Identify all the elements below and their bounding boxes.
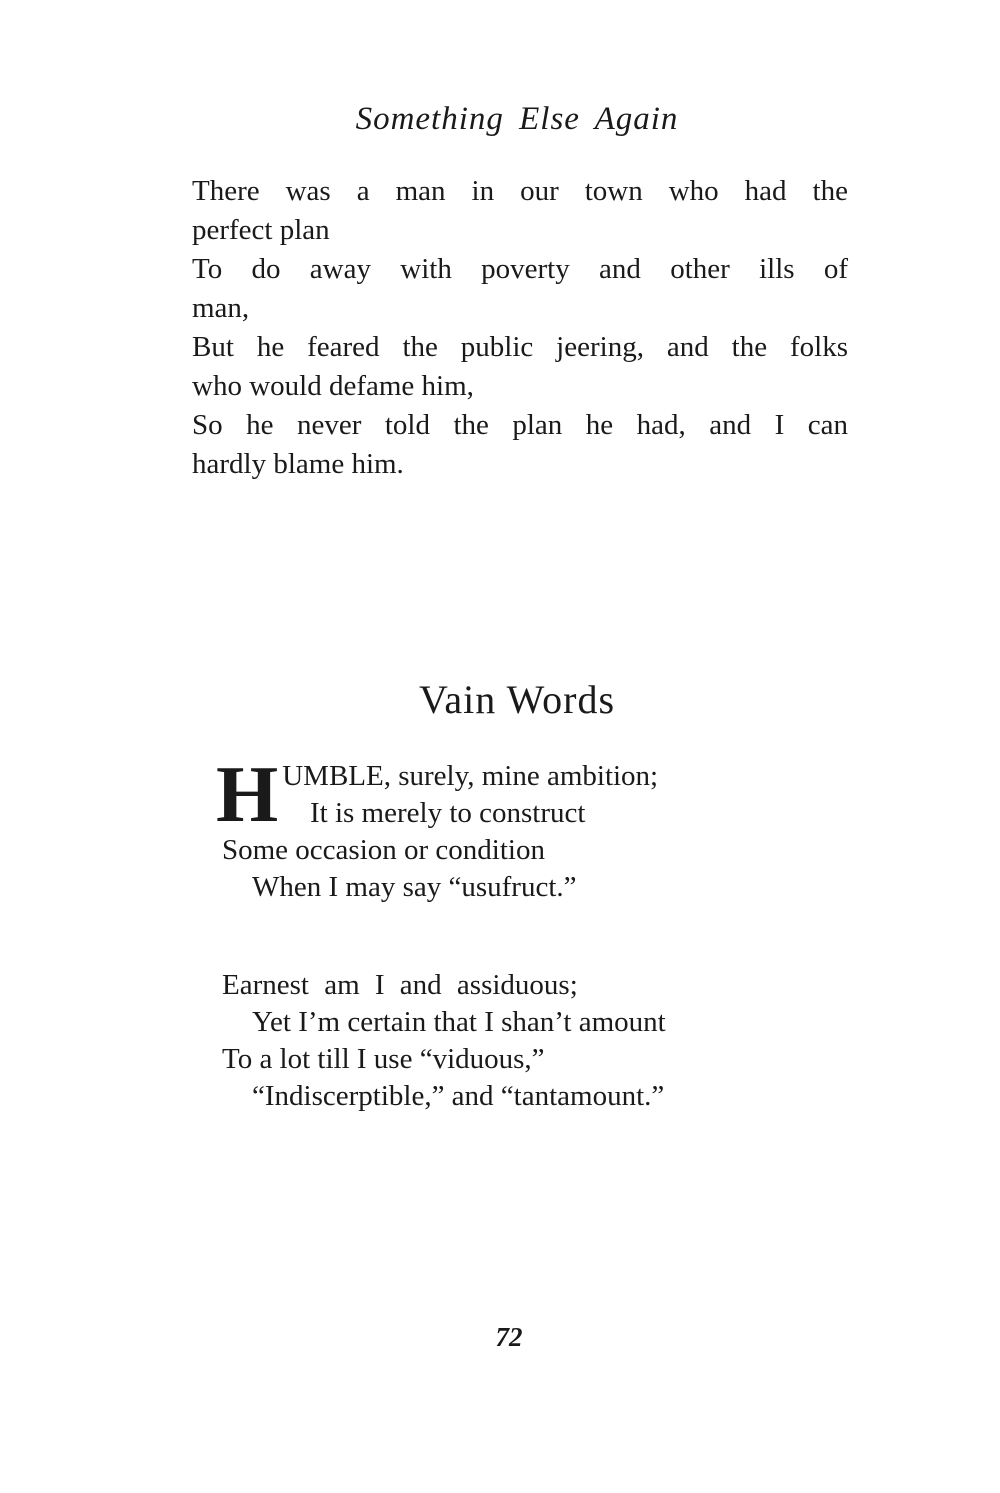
verse-line-first: To do away with poverty and other ills of xyxy=(192,253,848,285)
stanza-line: It is merely to construct xyxy=(310,797,586,829)
drop-cap: H xyxy=(216,751,279,839)
verse-line xyxy=(192,328,848,406)
stanza-line: To a lot till I use “viduous,” xyxy=(222,1043,545,1075)
stanza-line: Yet I’m certain that I shan’t amount xyxy=(252,1006,666,1038)
poem-title: Vain Words xyxy=(418,677,616,722)
dropcap-group xyxy=(216,751,822,839)
stanza-line: Earnest am I and assiduous; xyxy=(222,969,578,1001)
verse-line-continuation: man, xyxy=(192,292,250,324)
running-head: Something Else Again xyxy=(355,101,679,137)
stanza-one xyxy=(216,751,822,906)
verse-line-continuation: who would defame him, xyxy=(192,370,474,402)
verse-line xyxy=(192,172,848,250)
verse-line xyxy=(192,250,848,328)
verse-line xyxy=(192,406,848,484)
verse-line-first: But he feared the public jeering, and the folks xyxy=(192,331,848,363)
stanza-line: When I may say “usufruct.” xyxy=(252,871,577,903)
verse-line-continuation: hardly blame him. xyxy=(192,448,404,480)
verse-line-continuation: perfect plan xyxy=(192,214,330,246)
verse-line-first: There was a man in our town who had the xyxy=(192,175,848,207)
stanza-line: Some occasion or condition xyxy=(222,834,545,866)
stanza-line: UMBLE, surely, mine ambition; xyxy=(282,760,659,792)
first-poem xyxy=(192,172,848,484)
stanza-two xyxy=(222,967,822,1115)
page-number: 72 xyxy=(495,1322,523,1352)
verse-line-first: So he never told the plan he had, and I can xyxy=(192,409,848,441)
stanza-line: “Indiscerptible,” and “tantamount.” xyxy=(252,1080,665,1112)
